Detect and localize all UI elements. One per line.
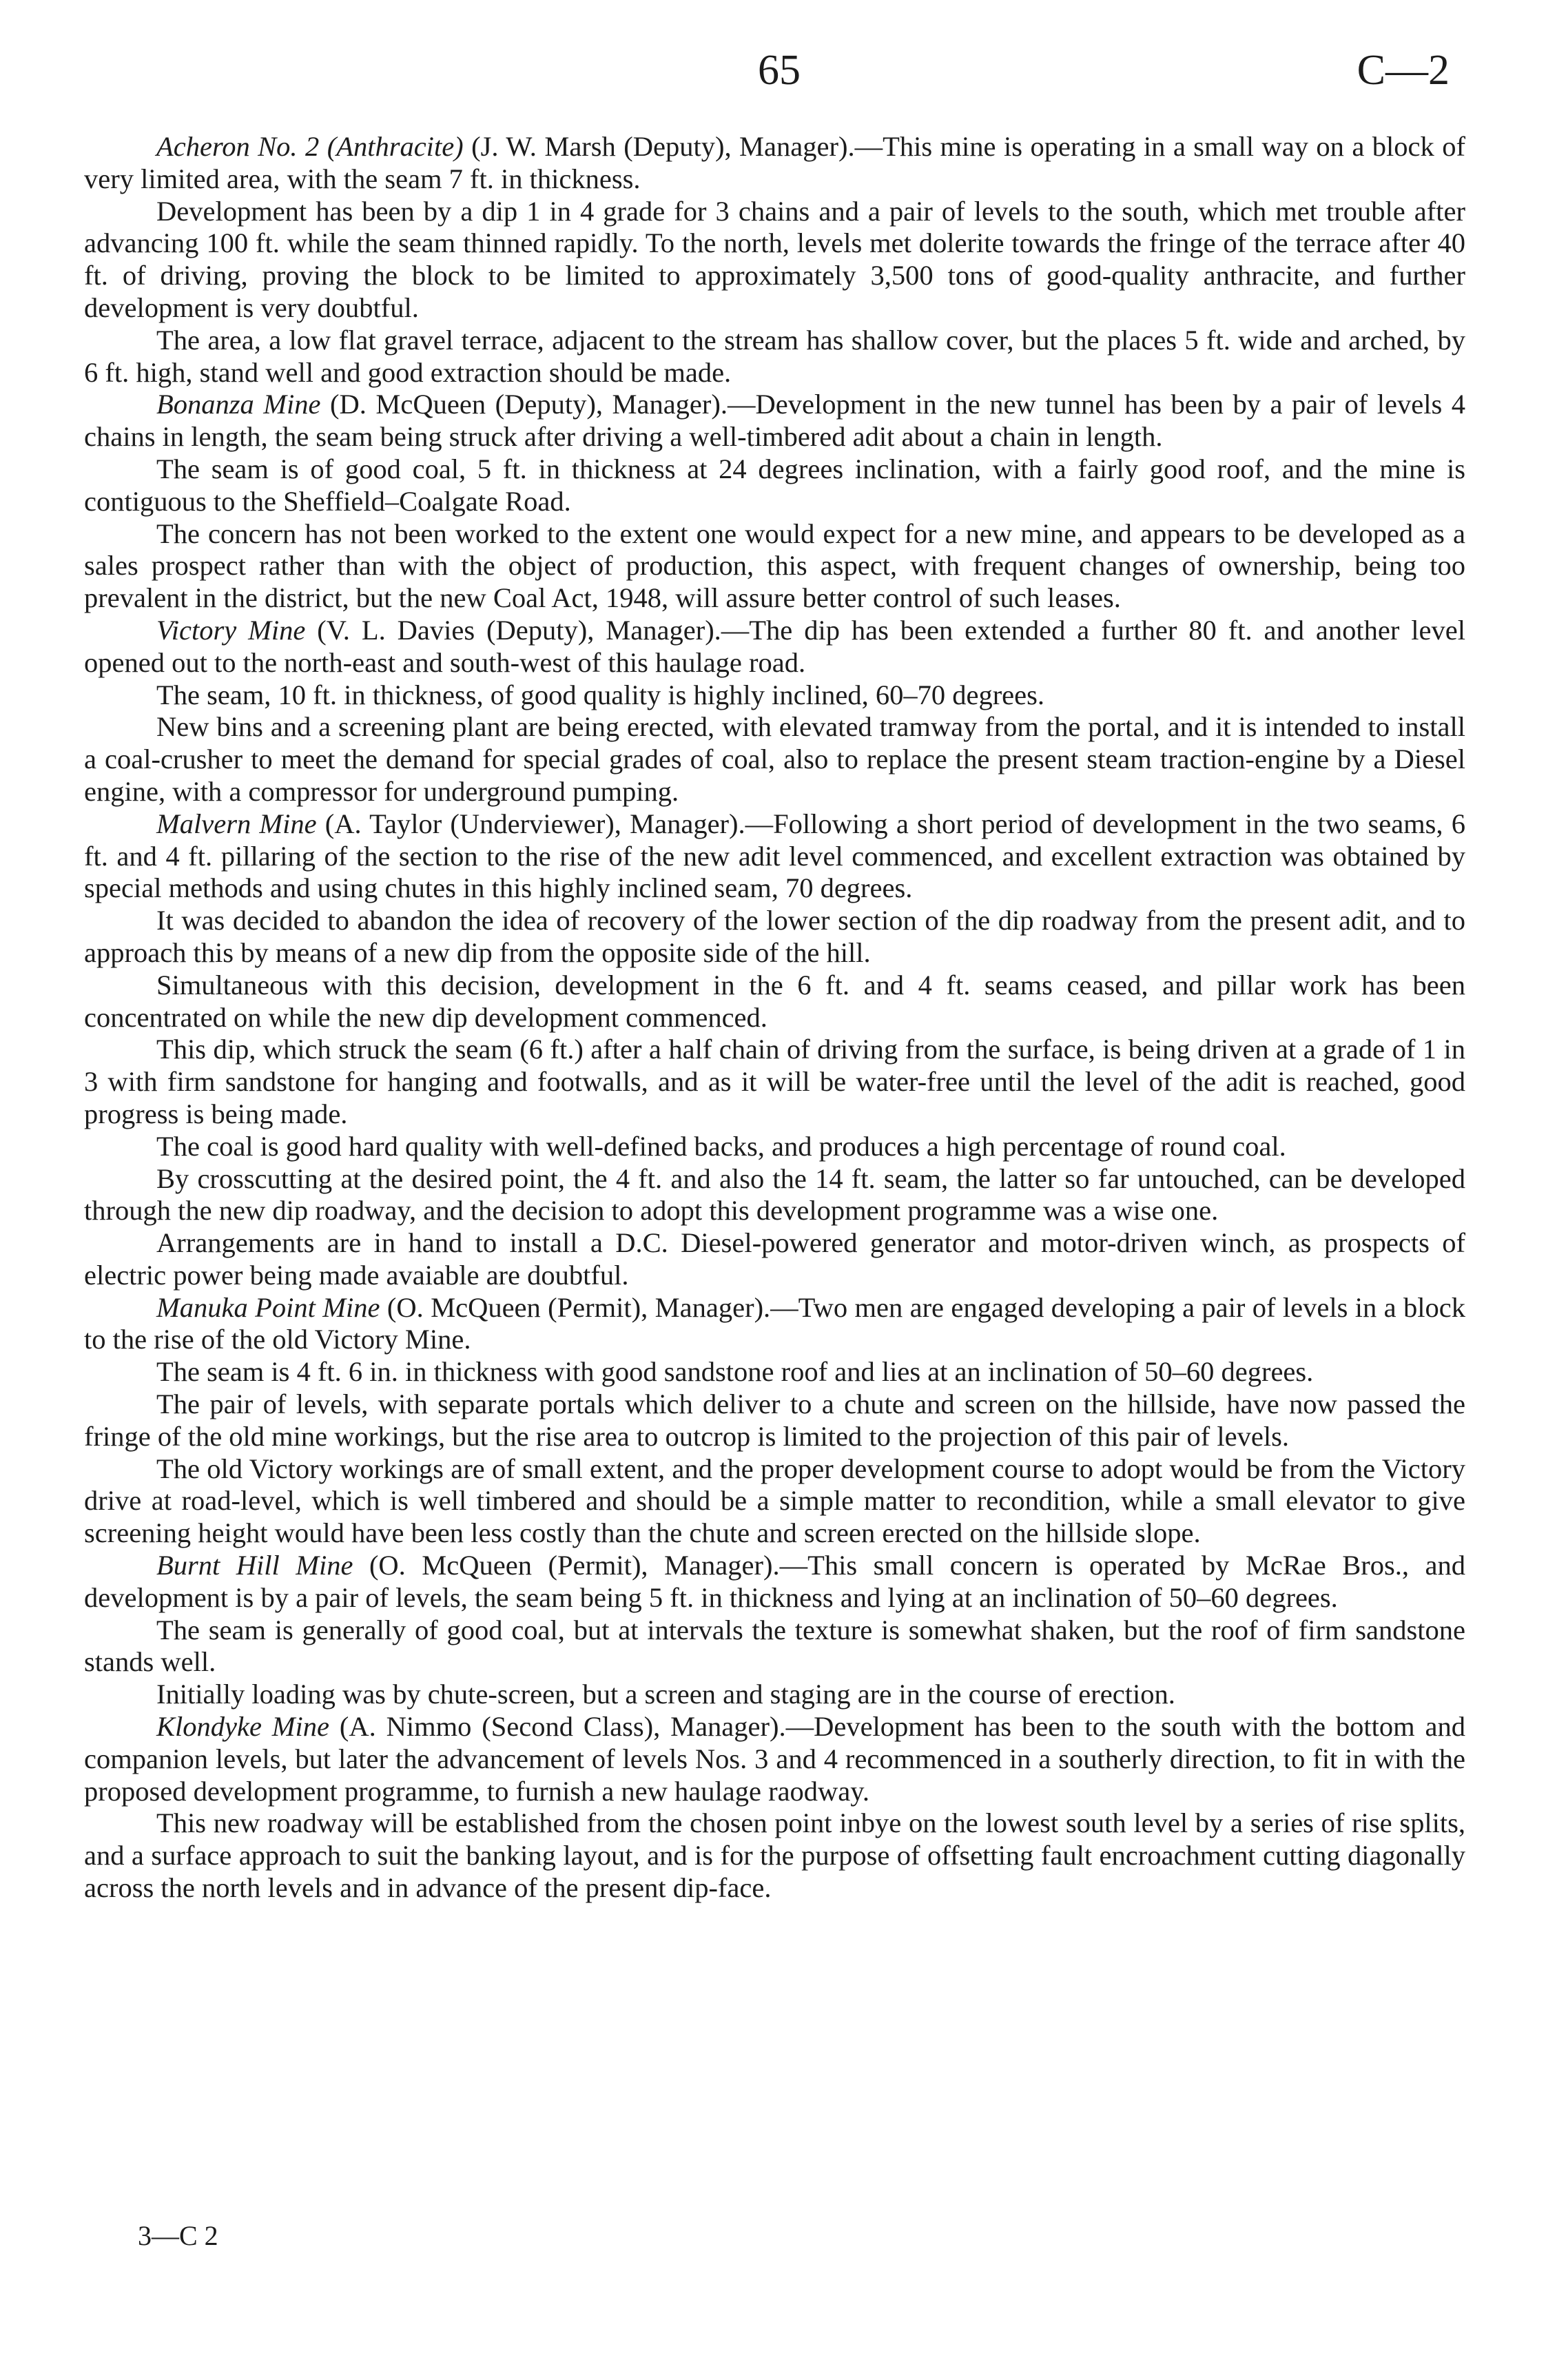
paragraph xyxy=(84,1131,1465,1163)
paragraph-text: The seam, 10 ft. in thickness, of good quality is highly inclined, 60–70 degrees. xyxy=(156,679,1045,710)
mine-name: Victory Mine xyxy=(156,614,306,646)
paragraph-text: (O. McQueen (Permit), Manager).—This small concern is operated by McRae Bros., and development is by a pair of levels, the seam being 5 ft. in thickness and lying at an inclination of 50–60 degrees. xyxy=(84,1550,1465,1613)
paragraph xyxy=(84,1227,1465,1292)
paragraph-text: Development has been by a dip 1 in 4 grade for 3 chains and a pair of levels to the south, which met trouble after advancing 100 ft. while the seam thinned rapidly. To the north, levels met dolerite towards the fringe of the terrace after 40 ft. of driving, proving the block to be limited to approximately 3,500 tons of good-quality anthracite, and further development is very doubtful. xyxy=(84,195,1465,323)
paragraph-text: This dip, which struck the seam (6 ft.) after a half chain of driving from the surface, is being driven at a grade of 1 in 3 with firm sandstone for hanging and footwalls, and as it will be water-free until the level of the adit is reached, good progress is being made. xyxy=(84,1034,1465,1129)
paragraph xyxy=(84,711,1465,808)
paragraph xyxy=(84,808,1465,905)
paragraph xyxy=(84,1807,1465,1904)
paragraph-text: Arrangements are in hand to install a D.C. Diesel-powered generator and motor-driven winch, as prospects of electric power being made avaiable are doubtful. xyxy=(84,1227,1465,1291)
paragraph-text: By crosscutting at the desired point, the 4 ft. and also the 14 ft. seam, the latter so far untouched, can be developed through the new dip roadway, and the decision to adopt this development programme was a wise one. xyxy=(84,1162,1465,1227)
mine-name: Malvern Mine xyxy=(156,808,317,839)
paragraph xyxy=(84,1356,1465,1388)
printer-signature: 3—C 2 xyxy=(138,2220,218,2251)
paragraph-text: The seam is generally of good coal, but at intervals the texture is somewhat shaken, but the roof of firm sandstone stands well. xyxy=(84,1614,1465,1678)
paragraph xyxy=(84,1453,1465,1550)
paragraph-text: (O. McQueen (Permit), Manager).—Two men are engaged developing a pair of levels in a block to the rise of the old Victory Mine. xyxy=(84,1291,1465,1355)
paragraph-text: It was decided to abandon the idea of recovery of the lower section of the dip roadway from the present adit, and to approach this by means of a new dip from the opposite side of the hill. xyxy=(84,905,1465,968)
paragraph-text: The coal is good hard quality with well-defined backs, and produces a high percentage of round coal. xyxy=(156,1130,1286,1162)
paragraph-text: Simultaneous with this decision, development in the 6 ft. and 4 ft. seams ceased, and pillar work has been concentrated on while the new dip development commenced. xyxy=(84,969,1465,1033)
paragraph xyxy=(84,1679,1465,1711)
paragraph-text: (A. Taylor (Underviewer), Manager).—Following a short period of development in the two seams, 6 ft. and 4 ft. pillaring of the section to the rise of the new adit level commenced, and excellent extraction was obtained by special methods and using chutes in this highly inclined seam, 70 degrees. xyxy=(84,808,1465,904)
paragraph-text: (D. McQueen (Deputy), Manager).—Development in the new tunnel has been by a pair of levels 4 chains in length, the seam being struck after driving a well-timbered adit about a chain in length. xyxy=(84,389,1466,453)
paragraph xyxy=(84,131,1465,196)
mine-name: Bonanza Mine xyxy=(156,389,321,420)
paragraph-text: The area, a low flat gravel terrace, adjacent to the stream has shallow cover, but the places 5 ft. wide and arched, by 6 ft. high, stand well and good extraction should be made. xyxy=(84,324,1465,388)
paragraph xyxy=(84,905,1465,970)
paragraph-text: This new roadway will be established from the chosen point inbye on the lowest south level by a series of rise splits, and a surface approach to suit the banking layout, and is for the purpose of offsetting fault encroachment cutting diagonally across the north levels and in advance of the present dip-face. xyxy=(84,1807,1465,1904)
paragraph xyxy=(84,615,1465,679)
paragraph xyxy=(84,325,1465,389)
paragraph xyxy=(84,1614,1465,1679)
paragraph xyxy=(84,1711,1465,1807)
paragraph-text: (A. Nimmo (Second Class), Manager).—Development has been to the south with the bottom and companion levels, but later the advancement of levels Nos. 3 and 4 recommenced in a southerly direction, to fit in with the proposed development programme, to furnish a new haulage raodway. xyxy=(84,1711,1465,1807)
paragraph xyxy=(84,389,1465,453)
paragraph-text: (J. W. Marsh (Deputy), Manager).—This mine is operating in a small way on a block of very limited area, with the seam 7 ft. in thickness. xyxy=(84,131,1465,194)
paragraph xyxy=(84,970,1465,1034)
paragraph xyxy=(84,196,1465,325)
mine-name: Acheron No. 2 (Anthracite) xyxy=(156,131,464,162)
mine-name: Klondyke Mine xyxy=(156,1711,330,1743)
mine-name: Burnt Hill Mine xyxy=(156,1550,353,1581)
paragraph-text: Initially loading was by chute-screen, but a screen and staging are in the course of erection. xyxy=(156,1679,1175,1710)
paragraph xyxy=(84,1163,1465,1228)
paragraph xyxy=(84,1550,1465,1614)
document-body xyxy=(84,131,1465,1905)
paragraph xyxy=(84,518,1465,615)
paragraph-text: The pair of levels, with separate portals which deliver to a chute and screen on the hillside, have now passed the fringe of the old mine workings, but the rise area to outcrop is limited to the projection of this pair of levels. xyxy=(84,1388,1465,1452)
section-code: C—2 xyxy=(1357,47,1450,94)
mine-name: Manuka Point Mine xyxy=(156,1291,380,1323)
paragraph-text: New bins and a screening plant are being erected, with elevated tramway from the portal, and it is intended to install a coal-crusher to meet the demand for special grades of coal, also to replace the present steam traction-engine by a Diesel engine, with a compressor for underground pumping. xyxy=(84,711,1465,807)
paragraph-text: The old Victory workings are of small extent, and the proper development course to adopt would be from the Victory drive at road-level, which is well timbered and should be a simple matter to recondition, while a small elevator to give screening height would have been less costly than the chute and screen erected on the hillside slope. xyxy=(84,1453,1465,1549)
paragraph xyxy=(84,453,1465,518)
page-header xyxy=(0,43,1546,98)
paragraph xyxy=(84,679,1465,712)
paragraph xyxy=(84,1034,1465,1130)
paragraph xyxy=(84,1292,1465,1357)
paragraph-text: (V. L. Davies (Deputy), Manager).—The dip has been extended a further 80 ft. and another level opened out to the north-east and south-west of this haulage road. xyxy=(84,614,1465,678)
paragraph xyxy=(84,1388,1465,1453)
page-number: 65 xyxy=(758,47,801,94)
paragraph-text: The seam is of good coal, 5 ft. in thickness at 24 degrees inclination, with a fairly good roof, and the mine is contiguous to the Sheffield–Coalgate Road. xyxy=(84,453,1465,517)
paragraph-text: The concern has not been worked to the extent one would expect for a new mine, and appears to be developed as a sales prospect rather than with the object of production, this aspect, with frequent changes of ownership, being too prevalent in the district, but the new Coal Act, 1948, will assure better control of such leases. xyxy=(84,517,1465,614)
paragraph-text: The seam is 4 ft. 6 in. in thickness with good sandstone roof and lies at an inclination of 50–60 degrees. xyxy=(156,1356,1314,1388)
